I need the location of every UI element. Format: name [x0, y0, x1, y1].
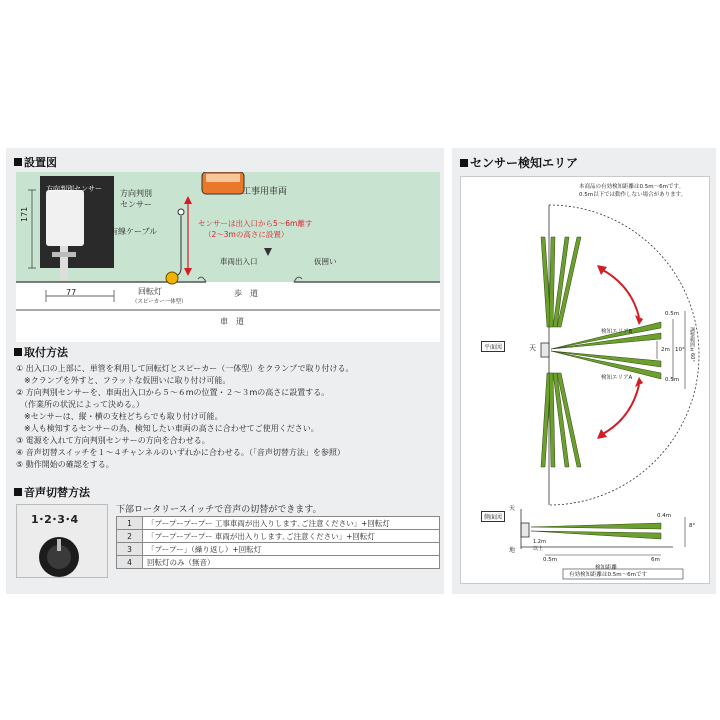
- ceiling-label: 天: [529, 344, 536, 352]
- mount-line-6: ※人も検知するセンサーの為、検知したい車両の高さに合わせてご使用ください。: [16, 424, 319, 433]
- side-ground-label: 地: [509, 547, 516, 554]
- road-area: [16, 282, 440, 342]
- height-label: 1.2m 以上: [533, 539, 546, 552]
- rotation-arrow-bottom: [601, 385, 639, 435]
- range-note: 本商品の有効検知距離は0.5m〜6mです。 0.5m以下では動作しない場合があります。: [579, 184, 687, 198]
- sound-intro: 下部ロータリースイッチで音声の切替ができます。: [116, 505, 322, 515]
- mount-line-3: ② 方向判別センサーを、車両出入口から５〜６mの位置・２〜３mの高さに設置する。: [16, 388, 330, 397]
- dim-05-side: 0.5m: [543, 557, 558, 563]
- distance-note: センサーは出入口から5〜6m離す （2〜3mの高さに設置）: [198, 219, 313, 239]
- dim-05-lower: 0.5m: [665, 377, 680, 383]
- dim-04: 0.4m: [657, 513, 672, 519]
- mini-sensor: [178, 209, 184, 215]
- entrance-label: 車両出入口: [220, 257, 258, 266]
- sound-row[interactable]: 1 「プープープープー 工事車両が出入りします､ご注意ください」+回転灯: [117, 517, 440, 530]
- side-ceiling-label: 天: [509, 505, 516, 512]
- dim-77: 77: [66, 288, 77, 297]
- sound-table: [116, 516, 440, 569]
- plan-sensor-icon: [541, 343, 549, 357]
- mount-line-9: ⑤ 動作開始の確認をする。: [16, 460, 114, 469]
- dim-8: 8°: [689, 523, 696, 529]
- plan-label: 平面図: [481, 341, 505, 352]
- dial-label: 1･2･3･4: [31, 513, 79, 526]
- rotary-dial-icon[interactable]: [31, 531, 91, 577]
- sound-row[interactable]: 4 回転灯のみ（無音）: [117, 556, 440, 569]
- dim-2m: 2m: [661, 347, 670, 353]
- sensor-device: [46, 190, 84, 246]
- rotation-arrow-top: [601, 269, 639, 317]
- install-title: 設置図: [14, 154, 57, 170]
- effective-note: 有効検知距離は0.5m〜6mです: [569, 572, 647, 578]
- sensor-box-label: 方向判別センサー: [46, 185, 102, 193]
- dim-range: 調整範囲±60°: [689, 327, 695, 362]
- detect-dist-label: 検知距離: [595, 565, 618, 571]
- road-label: 車 道: [220, 317, 244, 326]
- mount-line-2: ※クランプを外すと、フラットな仮囲いに取り付け可能。: [16, 376, 231, 385]
- mount-line-4: （作業所の状況によって決める。）: [16, 400, 144, 409]
- sensor-label: 方向判別 センサー: [120, 189, 152, 209]
- area-b-label: 検知エリアB: [601, 329, 633, 335]
- sensor-pole: [60, 246, 68, 280]
- sound-row[interactable]: 3 「プープー」（繰り返し）+回転灯: [117, 543, 440, 556]
- side-label: 側面図: [481, 511, 505, 522]
- dim-171: 171: [20, 206, 29, 222]
- mount-line-7: ③ 電源を入れて方向判別センサーの方向を合わせる。: [16, 436, 210, 445]
- sidewalk-label: 歩 道: [234, 289, 258, 298]
- truck-label: 工事用車両: [242, 187, 288, 197]
- right-panel: [452, 148, 716, 594]
- dial-photo: [16, 504, 108, 578]
- lamp-label: 回転灯: [138, 287, 162, 296]
- mount-line-5: ※センサーは、縦・横の支柱どちらでも取り付け可能。: [16, 412, 223, 421]
- sound-row[interactable]: 2 「プープープープー 車両が出入りします､ご注意ください」+回転灯: [117, 530, 440, 543]
- dim-10: 10°: [675, 347, 685, 353]
- mount-title: 取付方法: [14, 344, 68, 360]
- left-panel: [6, 148, 444, 594]
- fence-label: 仮囲い: [314, 257, 337, 266]
- dim-05: 0.5m: [665, 311, 680, 317]
- sensor-area-title: センサー検知エリア: [460, 154, 578, 171]
- mount-line-1: ① 出入口の上部に、単管を利用して回転灯とスピーカー（一体型）をクランプで取り付ける。: [16, 364, 354, 373]
- lamp-icon: [166, 272, 178, 284]
- cable-label: 有線ケーブル: [110, 227, 158, 236]
- side-sensor-icon: [521, 523, 529, 537]
- area-a-label: 検知エリアA: [601, 375, 633, 381]
- dim-6m: 6m: [651, 557, 660, 563]
- sensor-area-card: [460, 176, 710, 584]
- mount-line-8: ④ 音声切替スイッチを１〜４チャンネルのいずれかに合わせる。（「音声切替方法」を参照）: [16, 448, 345, 457]
- sound-title: 音声切替方法: [14, 484, 90, 500]
- lamp-sub-label: （スピーカー一体型）: [132, 299, 187, 305]
